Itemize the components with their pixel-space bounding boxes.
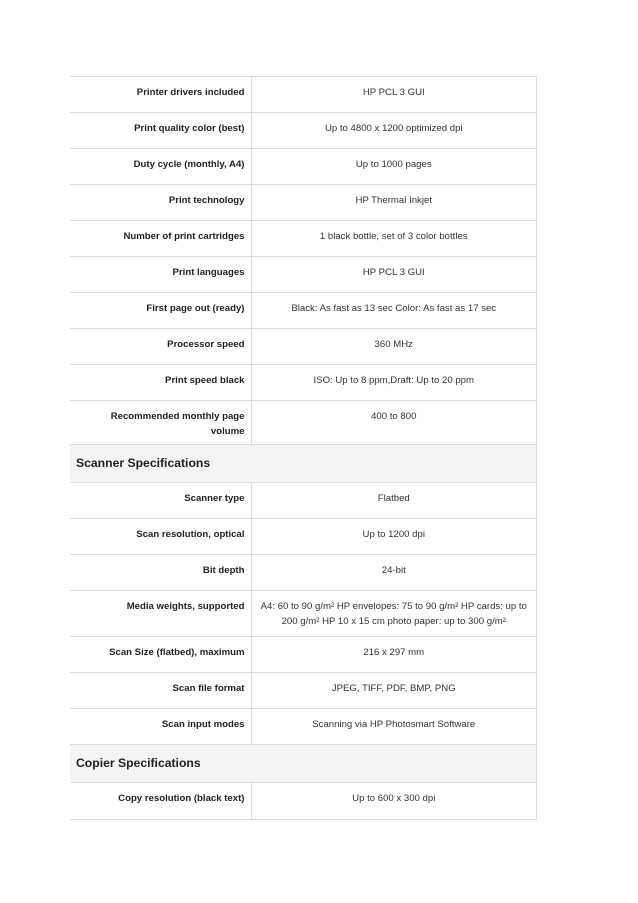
spec-label: Scanner type bbox=[70, 483, 251, 519]
spec-label: Print languages bbox=[70, 257, 251, 293]
spec-row bbox=[70, 591, 537, 637]
spec-value: JPEG, TIFF, PDF, BMP, PNG bbox=[251, 673, 537, 709]
spec-label: Processor speed bbox=[70, 329, 251, 365]
section-title: Copier Specifications bbox=[70, 745, 537, 783]
spec-label: Scan Size (flatbed), maximum bbox=[70, 637, 251, 673]
spec-row bbox=[70, 293, 537, 329]
spec-row bbox=[70, 637, 537, 673]
spec-row bbox=[70, 113, 537, 149]
spec-label: Printer drivers included bbox=[70, 77, 251, 113]
spec-label: Scan input modes bbox=[70, 709, 251, 745]
spec-row bbox=[70, 673, 537, 709]
spec-label: Print speed black bbox=[70, 365, 251, 401]
spec-row bbox=[70, 401, 537, 445]
spec-row bbox=[70, 257, 537, 293]
spec-value: Up to 4800 x 1200 optimized dpi bbox=[251, 113, 537, 149]
spec-label: Print technology bbox=[70, 185, 251, 221]
spec-value: A4: 60 to 90 g/m² HP envelopes: 75 to 90 g/m² HP cards: up to 200 g/m² HP 10 x 15 cm photo paper: up to 300 g/m² bbox=[251, 591, 537, 637]
specifications-table bbox=[70, 76, 537, 820]
spec-value: HP PCL 3 GUI bbox=[251, 257, 537, 293]
section-title: Scanner Specifications bbox=[70, 445, 537, 483]
spec-row bbox=[70, 709, 537, 745]
spec-value: 216 x 297 mm bbox=[251, 637, 537, 673]
spec-value: 360 MHz bbox=[251, 329, 537, 365]
spec-label: Number of print cartridges bbox=[70, 221, 251, 257]
spec-row bbox=[70, 365, 537, 401]
spec-value: Up to 1000 pages bbox=[251, 149, 537, 185]
spec-value: Black: As fast as 13 sec Color: As fast as 17 sec bbox=[251, 293, 537, 329]
spec-value: Up to 600 x 300 dpi bbox=[251, 783, 537, 820]
spec-value: Flatbed bbox=[251, 483, 537, 519]
spec-row bbox=[70, 77, 537, 113]
spec-value: Scanning via HP Photosmart Software bbox=[251, 709, 537, 745]
specifications-table-body bbox=[70, 77, 537, 820]
spec-label: Copy resolution (black text) bbox=[70, 783, 251, 820]
spec-value: ISO: Up to 8 ppm,Draft: Up to 20 ppm bbox=[251, 365, 537, 401]
spec-label: Media weights, supported bbox=[70, 591, 251, 637]
spec-label: Scan resolution, optical bbox=[70, 519, 251, 555]
spec-row bbox=[70, 149, 537, 185]
spec-row bbox=[70, 329, 537, 365]
section-header-row bbox=[70, 745, 537, 783]
spec-label: Scan file format bbox=[70, 673, 251, 709]
spec-row bbox=[70, 483, 537, 519]
spec-label: Recommended monthly page volume bbox=[70, 401, 251, 445]
spec-label: First page out (ready) bbox=[70, 293, 251, 329]
spec-row bbox=[70, 783, 537, 820]
spec-value: HP PCL 3 GUI bbox=[251, 77, 537, 113]
spec-value: 400 to 800 bbox=[251, 401, 537, 445]
spec-label: Duty cycle (monthly, A4) bbox=[70, 149, 251, 185]
spec-row bbox=[70, 555, 537, 591]
spec-value: HP Thermal Inkjet bbox=[251, 185, 537, 221]
spec-row bbox=[70, 185, 537, 221]
spec-value: 1 black bottle, set of 3 color bottles bbox=[251, 221, 537, 257]
spec-label: Bit depth bbox=[70, 555, 251, 591]
spec-label: Print quality color (best) bbox=[70, 113, 251, 149]
spec-row bbox=[70, 221, 537, 257]
spec-value: Up to 1200 dpi bbox=[251, 519, 537, 555]
spec-value: 24-bit bbox=[251, 555, 537, 591]
spec-row bbox=[70, 519, 537, 555]
section-header-row bbox=[70, 445, 537, 483]
